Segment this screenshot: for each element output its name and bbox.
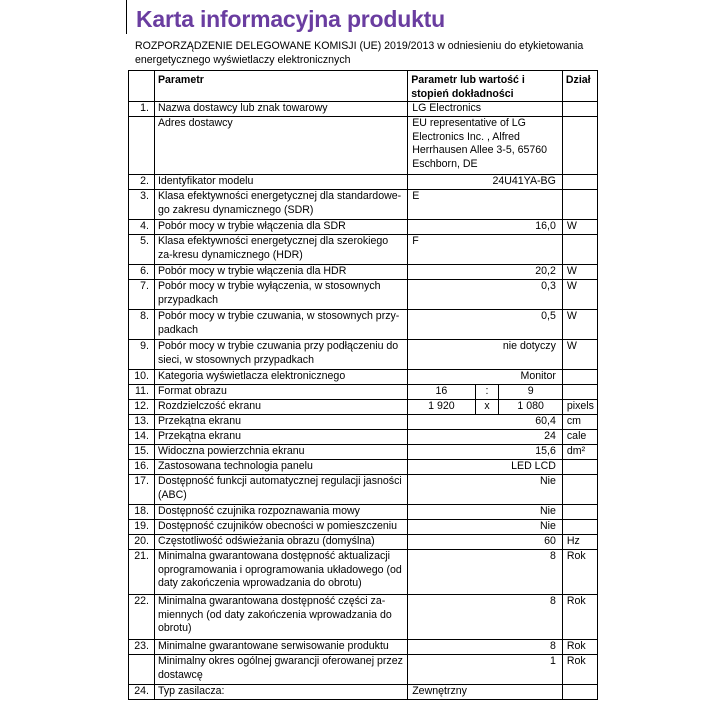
row-parameter: Zastosowana technologia panelu (154, 460, 407, 475)
table-row (129, 535, 598, 550)
row-parameter: Klasa efektywności energetycznej dla szerokiego za-kresu dynamicznego (HDR) (154, 235, 407, 265)
row-parameter: Pobór mocy w trybie czuwania, w stosownych przy-padkach (154, 310, 407, 340)
row-number (129, 655, 155, 685)
table-row (129, 460, 598, 475)
row-section (562, 190, 597, 220)
row-number: 12. (129, 400, 155, 415)
row-section: W (562, 265, 597, 280)
row-number: 7. (129, 280, 155, 310)
table-row (129, 430, 598, 445)
row-section: Hz (562, 535, 597, 550)
row-parameter: Minimalna gwarantowana dostępność części za-miennych (od daty zakończenia wprowadzania do obrotu) (154, 595, 407, 640)
row-parameter: Przekątna ekranu (154, 415, 407, 430)
row-section: dm² (562, 445, 597, 460)
table-row (129, 370, 598, 385)
row-section (562, 520, 597, 535)
row-value: 8 (408, 640, 563, 655)
row-value: EU representative of LG Electronics Inc. , Alfred Herrhausen Allee 3-5, 65760 Eschborn, DE (408, 117, 563, 175)
row-number: 16. (129, 460, 155, 475)
row-value: E (408, 190, 563, 220)
row-number: 1. (129, 102, 155, 117)
row-section: cm (562, 415, 597, 430)
row-number: 10. (129, 370, 155, 385)
row-number: 13. (129, 415, 155, 430)
header-parametr: Parametr (154, 71, 407, 102)
row-parameter: Przekątna ekranu (154, 430, 407, 445)
table-row (129, 175, 598, 190)
row-section: Rok (562, 595, 597, 640)
row-value: F (408, 235, 563, 265)
table-row (129, 655, 598, 685)
row-value: 0,5 (408, 310, 563, 340)
row-section (562, 685, 597, 700)
row-value-left: 16 (408, 385, 475, 400)
row-section (562, 460, 597, 475)
row-parameter: Widoczna powierzchnia ekranu (154, 445, 407, 460)
row-parameter: Pobór mocy w trybie włączenia dla SDR (154, 220, 407, 235)
row-parameter: Częstotliwość odświeżania obrazu (domyślna) (154, 535, 407, 550)
table-row (129, 595, 598, 640)
row-value: 20,2 (408, 265, 563, 280)
row-value: 8 (408, 550, 563, 595)
row-value-separator: x (475, 400, 499, 415)
row-value-left: 1 920 (408, 400, 475, 415)
row-parameter: Typ zasilacza: (154, 685, 407, 700)
row-section: Rok (562, 550, 597, 595)
row-parameter: Nazwa dostawcy lub znak towarowy (154, 102, 407, 117)
table-row (129, 220, 598, 235)
row-value: nie dotyczy (408, 340, 563, 370)
row-number: 20. (129, 535, 155, 550)
title-rule (126, 0, 127, 34)
row-number: 11. (129, 385, 155, 400)
row-parameter: Pobór mocy w trybie wyłączenia, w stosownych przypadkach (154, 280, 407, 310)
row-number: 15. (129, 445, 155, 460)
row-number (129, 117, 155, 175)
row-parameter: Pobór mocy w trybie włączenia dla HDR (154, 265, 407, 280)
row-number: 6. (129, 265, 155, 280)
row-section (562, 475, 597, 505)
row-number: 5. (129, 235, 155, 265)
table-row (129, 102, 598, 117)
table-row (129, 280, 598, 310)
row-parameter: Kategoria wyświetlacza elektronicznego (154, 370, 407, 385)
row-number: 14. (129, 430, 155, 445)
row-number: 19. (129, 520, 155, 535)
table-row (129, 340, 598, 370)
row-number: 18. (129, 505, 155, 520)
row-number: 22. (129, 595, 155, 640)
table-row (129, 445, 598, 460)
row-value: 0,3 (408, 280, 563, 310)
row-value: LED LCD (408, 460, 563, 475)
row-value: Zewnętrzny (408, 685, 563, 700)
table-row (129, 520, 598, 535)
header-number (129, 71, 155, 102)
row-parameter: Adres dostawcy (154, 117, 407, 175)
row-value: 24U41YA-BG (408, 175, 563, 190)
regulation-intro: ROZPORZĄDZENIE DELEGOWANE KOMISJI (UE) 2019/2013 w odniesieniu do etykietowania energetycznego wyświetlaczy elektronicznych (135, 40, 584, 66)
row-parameter: Dostępność funkcji automatycznej regulacji jasności (ABC) (154, 475, 407, 505)
table-row (129, 505, 598, 520)
row-number: 23. (129, 640, 155, 655)
row-value: 60 (408, 535, 563, 550)
row-value: LG Electronics (408, 102, 563, 117)
table-row (129, 685, 598, 700)
row-section: Rok (562, 640, 597, 655)
table-row (129, 640, 598, 655)
row-value: 8 (408, 595, 563, 640)
row-value: 24 (408, 430, 563, 445)
table-header-row (129, 71, 598, 102)
row-value-separator: : (475, 385, 499, 400)
row-section: W (562, 220, 597, 235)
row-section: pixels (562, 400, 597, 415)
row-number: 9. (129, 340, 155, 370)
row-section: W (562, 340, 597, 370)
page-title: Karta informacyjna produktu (136, 6, 445, 32)
row-number: 21. (129, 550, 155, 595)
row-value-right: 9 (499, 385, 562, 400)
row-value: Monitor (408, 370, 563, 385)
row-parameter: Pobór mocy w trybie czuwania przy podłączeniu do sieci, w stosownych przypadkach (154, 340, 407, 370)
product-information-sheet (126, 0, 598, 720)
row-section (562, 370, 597, 385)
row-value-right: 1 080 (499, 400, 562, 415)
row-section: W (562, 310, 597, 340)
row-parameter: Minimalny okres ogólnej gwarancji oferowanej przez dostawcę (154, 655, 407, 685)
row-number: 17. (129, 475, 155, 505)
row-value: Nie (408, 475, 563, 505)
row-number: 3. (129, 190, 155, 220)
row-number: 8. (129, 310, 155, 340)
row-number: 4. (129, 220, 155, 235)
row-value: 60,4 (408, 415, 563, 430)
row-section: cale (562, 430, 597, 445)
row-number: 24. (129, 685, 155, 700)
product-parameters-table (128, 70, 598, 700)
row-section (562, 117, 597, 175)
row-section (562, 235, 597, 265)
row-value: Nie (408, 505, 563, 520)
table-row (129, 235, 598, 265)
row-parameter: Minimalne gwarantowane serwisowanie produktu (154, 640, 407, 655)
table-row (129, 400, 598, 415)
table-row (129, 475, 598, 505)
table-row (129, 310, 598, 340)
row-value: 1 (408, 655, 563, 685)
table-row (129, 550, 598, 595)
table-row (129, 117, 598, 175)
header-value: Parametr lub wartość i stopień dokładności (408, 71, 563, 102)
row-parameter: Minimalna gwarantowana dostępność aktualizacji oprogramowania i oprogramowania układowego (od daty zakończenia wprowadzania do obrotu) (154, 550, 407, 595)
table-row (129, 415, 598, 430)
row-section (562, 102, 597, 117)
header-section: Dział (562, 71, 597, 102)
row-section: W (562, 280, 597, 310)
row-parameter: Identyfikator modelu (154, 175, 407, 190)
table-row (129, 190, 598, 220)
row-parameter: Rozdzielczość ekranu (154, 400, 407, 415)
row-parameter: Dostępność czujnika rozpoznawania mowy (154, 505, 407, 520)
row-section (562, 385, 597, 400)
row-value: Nie (408, 520, 563, 535)
row-section (562, 505, 597, 520)
row-value: 15,6 (408, 445, 563, 460)
row-parameter: Klasa efektywności energetycznej dla standardowe-go zakresu dynamicznego (SDR) (154, 190, 407, 220)
row-section (562, 175, 597, 190)
row-parameter: Format obrazu (154, 385, 407, 400)
row-number: 2. (129, 175, 155, 190)
table-row (129, 265, 598, 280)
table-row (129, 385, 598, 400)
row-parameter: Dostępność czujników obecności w pomieszczeniu (154, 520, 407, 535)
row-section: Rok (562, 655, 597, 685)
row-value: 16,0 (408, 220, 563, 235)
